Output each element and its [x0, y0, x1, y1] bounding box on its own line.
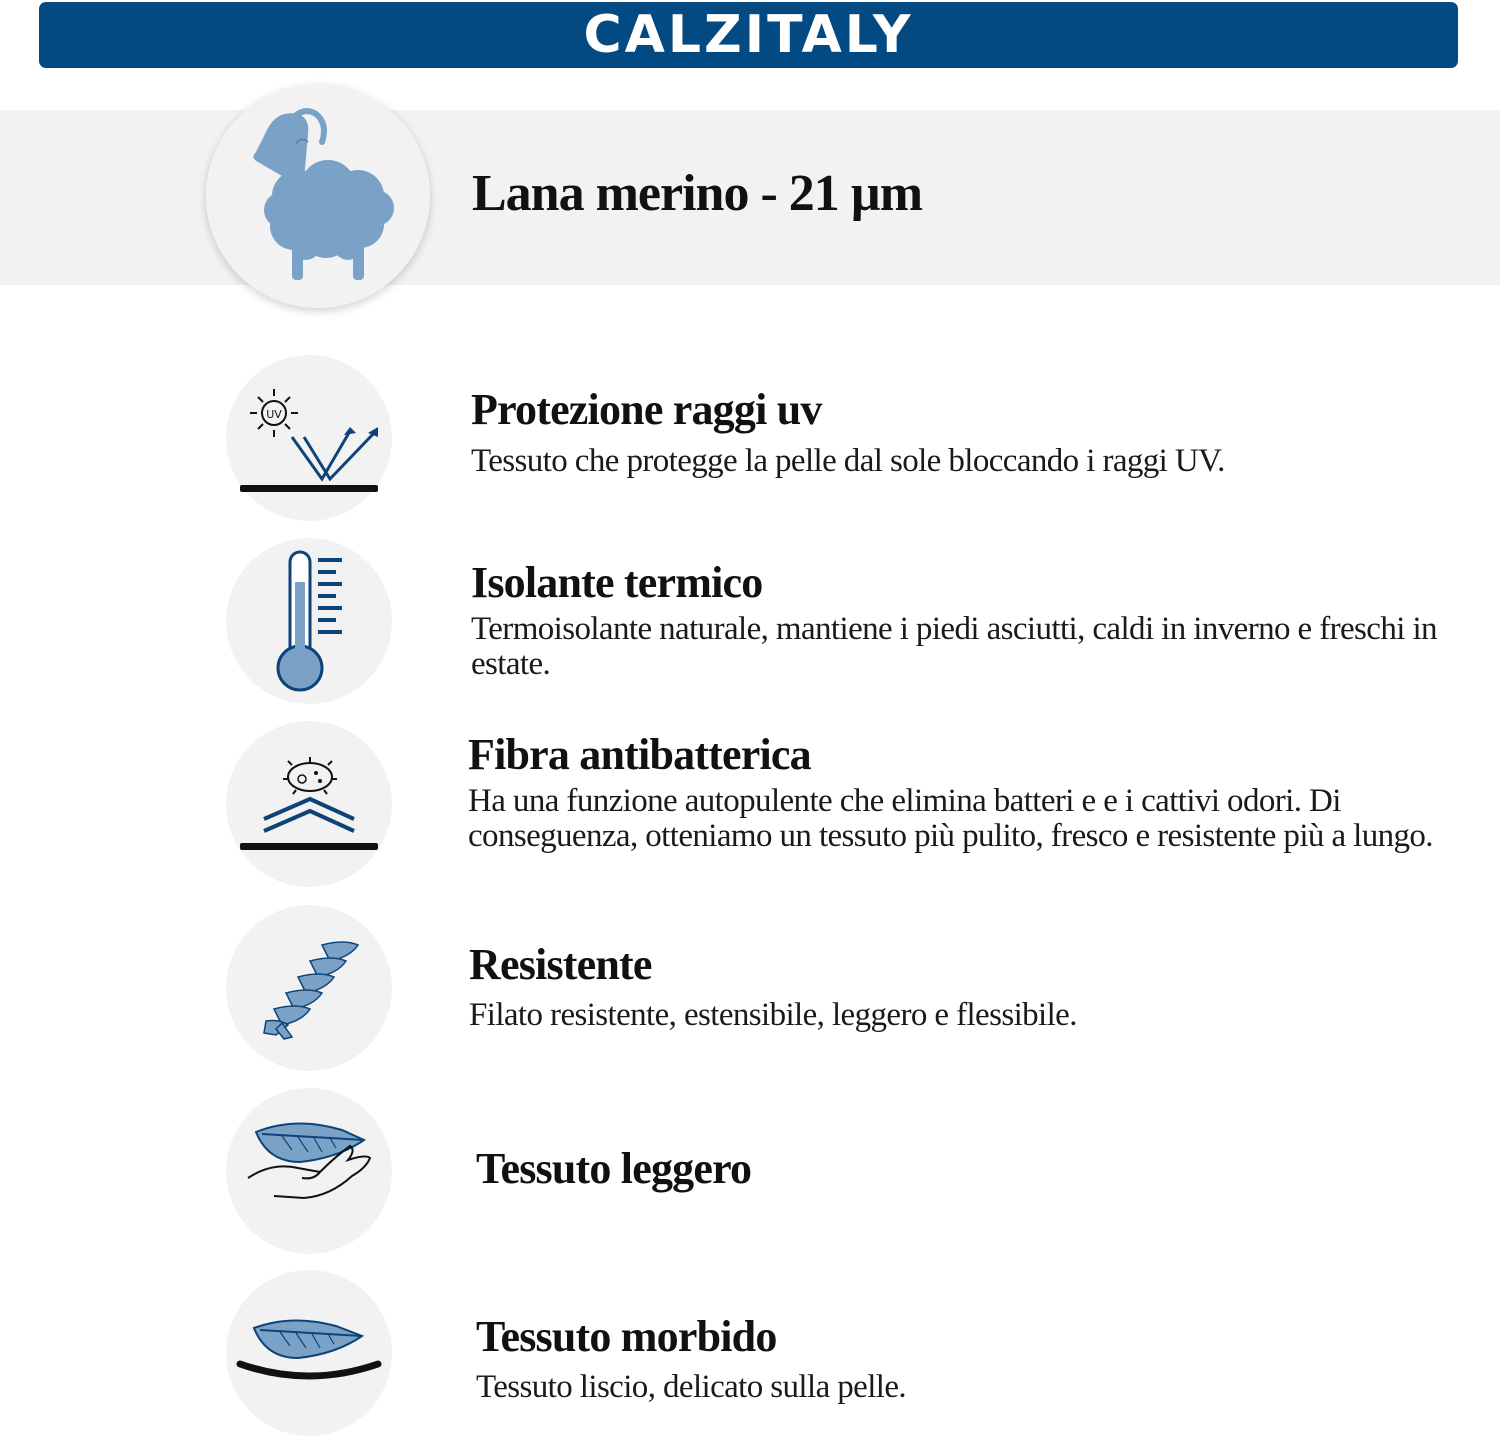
brand-title: CALZITALY [583, 5, 914, 65]
feature-desc-antibacterial: Ha una funzione autopulente che elimina batteri e e i cattivi odori. Di conseguenza, otteniamo un tessuto più pulito, fresco e resistente più a lungo. [468, 783, 1433, 854]
feature-desc-thermal: Termoisolante naturale, mantiene i piedi asciutti, caldi in inverno e freschi in estate. [471, 611, 1437, 682]
hero-title: Lana merino - 21 µm [472, 165, 923, 222]
thermometer-icon [226, 538, 392, 704]
feature-title-light: Tessuto leggero [476, 1144, 752, 1193]
sheep-icon [206, 84, 430, 308]
brand-header [39, 2, 1458, 68]
feature-title-thermal: Isolante termico [471, 558, 763, 607]
feature-desc-resistant: Filato resistente, estensibile, leggero e flessibile. [469, 997, 1077, 1033]
feature-title-uv: Protezione raggi uv [471, 385, 822, 434]
antibacterial-icon-circle [226, 721, 392, 887]
feature-desc-soft: Tessuto liscio, delicato sulla pelle. [476, 1369, 907, 1405]
resistant-icon-circle [226, 905, 392, 1071]
feature-desc-uv: Tessuto che protegge la pelle dal sole bloccando i raggi UV. [471, 443, 1225, 479]
feature-title-resistant: Resistente [469, 940, 652, 989]
bacteria-shield-icon [226, 721, 392, 887]
svg-text:UV: UV [266, 408, 282, 421]
feather-hand-icon [226, 1088, 392, 1254]
light-icon-circle [226, 1088, 392, 1254]
feature-title-antibacterial: Fibra antibatterica [468, 730, 811, 779]
soft-icon-circle [226, 1270, 392, 1436]
hero-icon-circle [206, 84, 430, 308]
rope-icon [226, 905, 392, 1071]
uv-icon-circle [226, 355, 392, 521]
uv-protection-icon [226, 355, 392, 521]
feature-title-soft: Tessuto morbido [476, 1312, 777, 1361]
thermal-icon-circle [226, 538, 392, 704]
feather-surface-icon [226, 1270, 392, 1436]
